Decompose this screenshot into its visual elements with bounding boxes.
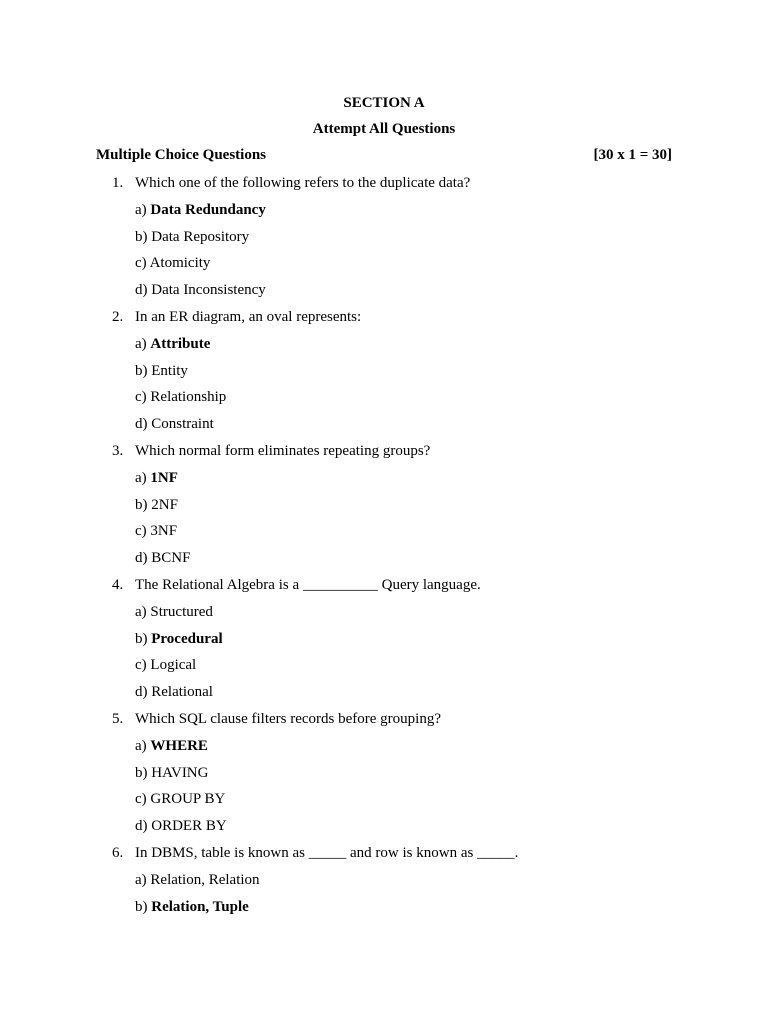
option-letter: b)	[135, 630, 148, 647]
question-line	[0, 840, 768, 867]
instruction-text: Attempt All Questions	[312, 121, 456, 137]
answer-option	[135, 679, 213, 706]
option-line	[0, 358, 768, 385]
option-line	[0, 250, 768, 277]
answer-option	[135, 197, 266, 224]
option-line	[0, 331, 768, 358]
option-line	[0, 411, 768, 438]
answer-option	[135, 894, 249, 921]
question-number: 3.	[112, 442, 124, 459]
question-line	[0, 304, 768, 331]
option-line	[0, 813, 768, 840]
answer-option	[135, 545, 190, 572]
option-letter: c)	[135, 791, 147, 808]
option-text: Relational	[151, 684, 213, 701]
option-letter: d)	[135, 550, 148, 567]
option-text: Relation, Relation	[150, 871, 260, 888]
question-item	[0, 438, 768, 572]
option-letter: c)	[135, 523, 147, 540]
question-text: In an ER diagram, an oval represents:	[135, 308, 362, 325]
option-letter: d)	[135, 684, 148, 701]
correct-answer-text: Attribute	[150, 335, 211, 352]
question-number: 6.	[112, 844, 124, 861]
option-letter: c)	[135, 389, 147, 406]
option-line	[0, 545, 768, 572]
answer-option	[135, 626, 223, 653]
option-line	[0, 465, 768, 492]
question-item	[0, 706, 768, 840]
correct-answer-text: Data Redundancy	[150, 201, 266, 218]
option-line	[0, 518, 768, 545]
option-letter: b)	[135, 898, 148, 915]
answer-option	[135, 867, 260, 894]
option-letter: a)	[135, 469, 147, 486]
question-line	[0, 572, 768, 599]
answer-option	[135, 760, 208, 787]
option-line	[0, 197, 768, 224]
question-text: In DBMS, table is known as _____ and row is known as _____.	[135, 844, 519, 861]
option-text: HAVING	[151, 764, 209, 781]
option-text: BCNF	[151, 550, 191, 567]
question-line	[0, 170, 768, 197]
option-letter: a)	[135, 335, 147, 352]
option-line	[0, 384, 768, 411]
answer-option	[135, 250, 210, 277]
answer-option	[135, 518, 177, 545]
option-line	[0, 760, 768, 787]
answer-option	[135, 465, 178, 492]
option-letter: d)	[135, 416, 148, 433]
question-text: Which normal form eliminates repeating groups?	[135, 442, 431, 459]
question-number: 4.	[112, 576, 124, 593]
option-letter: c)	[135, 255, 147, 272]
correct-answer-text: WHERE	[150, 737, 208, 754]
option-text: Atomicity	[149, 255, 211, 272]
option-letter: b)	[135, 362, 148, 379]
option-text: Entity	[151, 362, 188, 379]
option-letter: d)	[135, 282, 148, 299]
option-line	[0, 679, 768, 706]
question-text: The Relational Algebra is a __________ Query language.	[135, 576, 481, 593]
option-letter: d)	[135, 818, 148, 835]
answer-option	[135, 813, 227, 840]
option-letter: a)	[135, 201, 147, 218]
option-line	[0, 786, 768, 813]
question-list	[0, 170, 768, 920]
question-number: 1.	[112, 175, 124, 191]
question-number: 5.	[112, 710, 124, 727]
option-text: Structured	[150, 603, 213, 620]
question-item	[0, 170, 768, 304]
answer-option	[135, 384, 226, 411]
answer-option	[135, 786, 225, 813]
answer-option	[135, 599, 213, 626]
correct-answer-text: Procedural	[151, 630, 223, 647]
question-item	[0, 304, 768, 438]
question-line	[0, 438, 768, 465]
option-letter: b)	[135, 496, 148, 513]
correct-answer-text: Relation, Tuple	[151, 898, 249, 915]
question-item	[0, 572, 768, 706]
option-line	[0, 492, 768, 519]
option-text: Logical	[150, 657, 197, 674]
option-text: Data Inconsistency	[151, 282, 266, 299]
option-line	[0, 867, 768, 894]
option-text: Constraint	[151, 416, 214, 433]
answer-option	[135, 411, 214, 438]
option-line	[0, 224, 768, 251]
option-line	[0, 626, 768, 653]
option-line	[0, 894, 768, 921]
marks-scheme: [30 x 1 = 30]	[593, 147, 672, 163]
section-title: SECTION A	[343, 95, 425, 111]
option-letter: a)	[135, 871, 147, 888]
option-letter: b)	[135, 228, 148, 245]
option-line	[0, 277, 768, 304]
option-letter: a)	[135, 603, 147, 620]
question-text: Which one of the following refers to the duplicate data?	[135, 175, 471, 191]
question-text: Which SQL clause filters records before grouping?	[135, 710, 441, 727]
option-line	[0, 599, 768, 626]
option-text: GROUP BY	[150, 791, 226, 808]
answer-option	[135, 224, 249, 251]
question-number: 2.	[112, 308, 124, 325]
question-line	[0, 706, 768, 733]
answer-option	[135, 733, 208, 760]
option-line	[0, 652, 768, 679]
question-item	[0, 840, 768, 920]
mcq-title: Multiple Choice Questions	[96, 147, 267, 163]
option-line	[0, 733, 768, 760]
answer-option	[135, 492, 178, 519]
option-letter: a)	[135, 737, 147, 754]
answer-option	[135, 652, 196, 679]
option-text: 3NF	[150, 523, 178, 540]
answer-option	[135, 277, 266, 304]
option-letter: b)	[135, 764, 148, 781]
option-text: ORDER BY	[151, 818, 227, 835]
answer-option	[135, 331, 210, 358]
correct-answer-text: 1NF	[150, 469, 178, 486]
option-letter: c)	[135, 657, 147, 674]
option-text: 2NF	[151, 496, 178, 513]
answer-option	[135, 358, 188, 385]
option-text: Relationship	[150, 389, 227, 406]
option-text: Data Repository	[151, 228, 250, 245]
